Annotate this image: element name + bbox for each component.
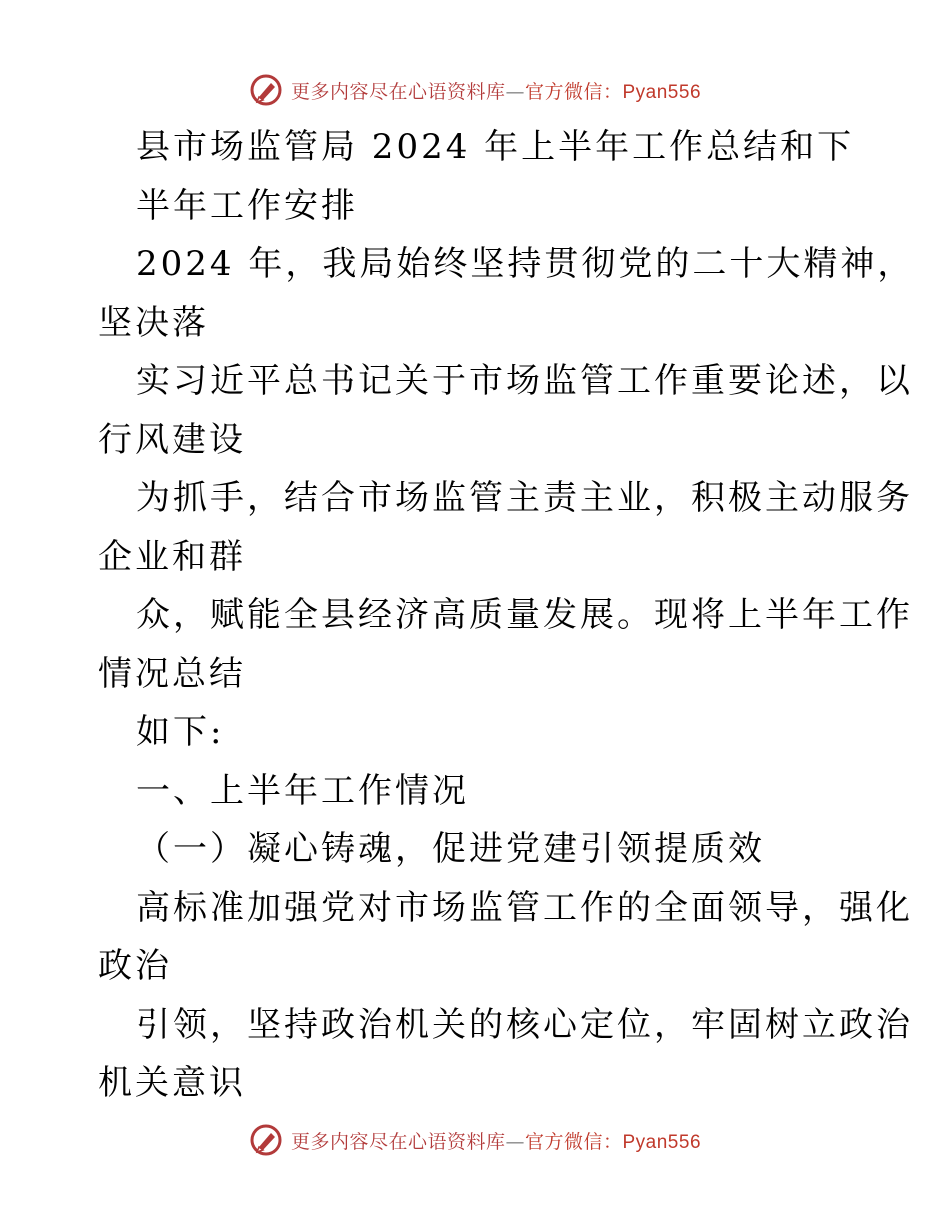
footer-watermark	[0, 1120, 950, 1160]
paragraph-line: 情况总结	[98, 653, 246, 694]
pen-logo-icon	[249, 1123, 283, 1157]
watermark-text	[291, 1127, 701, 1154]
document-body	[98, 118, 915, 1113]
paragraph-line: 引领，坚持政治机关的核心定位，牢固树立政治	[136, 1004, 913, 1045]
watermark-contact: 官方微信：Pyan556	[525, 1131, 702, 1153]
paragraph-line: 如下:	[136, 712, 225, 752]
paragraph-line: 为抓手，结合市场监管主责主业，积极主动服务	[136, 478, 913, 518]
paragraph-line: 行风建设	[98, 419, 246, 460]
header-watermark	[0, 70, 950, 110]
pen-logo-icon	[249, 73, 283, 107]
paragraph-line: 2024 年，我局始终坚持贯彻党的二十大精神，	[136, 244, 915, 284]
document-title-line-2: 半年工作安排	[136, 185, 358, 226]
paragraph-line: 企业和群	[98, 536, 246, 577]
subsection-heading: （一）凝心铸魂，促进党建引领提质效	[136, 829, 765, 869]
document-title-line-1: 县市场监管局 2024 年上半年工作总结和下	[136, 127, 855, 167]
paragraph-line: 高标准加强党对市场监管工作的全面领导，强化	[136, 887, 913, 928]
section-heading: 一、上半年工作情况	[136, 770, 469, 811]
paragraph-line: 众，赋能全县经济高质量发展。现将上半年工作	[136, 595, 913, 635]
watermark-brand: 更多内容尽在心语资料库	[290, 80, 506, 103]
paragraph-line: 机关意识	[98, 1063, 246, 1103]
paragraph-line: 实习近平总书记关于市场监管工作重要论述，以	[136, 361, 913, 401]
watermark-separator: —	[505, 1130, 525, 1153]
paragraph-line: 坚决落	[98, 302, 209, 343]
watermark-contact: 官方微信：Pyan556	[525, 81, 702, 103]
watermark-text	[291, 77, 701, 104]
watermark-separator: —	[505, 80, 525, 103]
paragraph-line: 政治	[98, 946, 172, 986]
watermark-brand: 更多内容尽在心语资料库	[290, 1130, 506, 1153]
